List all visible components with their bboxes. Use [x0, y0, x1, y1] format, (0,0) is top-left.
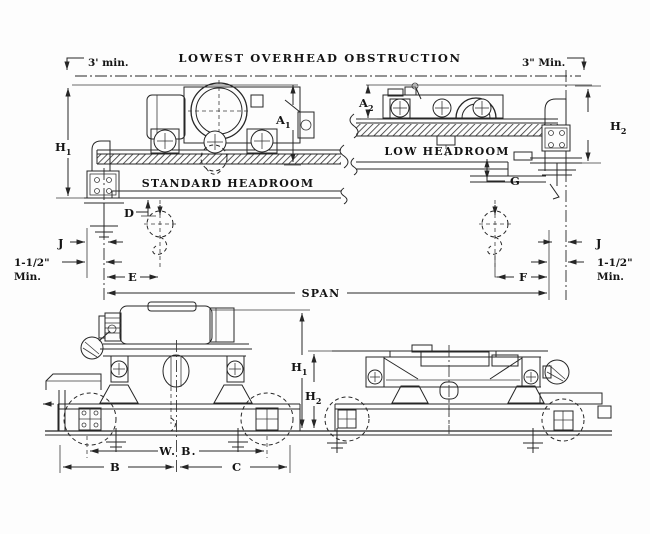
clearance-top-right	[522, 57, 584, 70]
dim-b	[60, 445, 174, 474]
clearance-top-right-label: 3" Min.	[522, 57, 566, 69]
dim-h2-bottom	[305, 351, 332, 428]
bridge-girder-low	[350, 114, 558, 182]
dim-label-h1-bottom: $H_1$	[291, 360, 308, 377]
dim-label-g: G	[510, 174, 520, 188]
dim-label-h2-bottom: $H_2$	[305, 389, 322, 406]
dim-j-right	[538, 236, 601, 250]
dim-label-h1-top: $H_1$	[55, 140, 72, 157]
dim-h2-top	[575, 86, 626, 163]
standard-headroom-label: STANDARD HEADROOM	[141, 177, 315, 190]
span-label: SPAN	[301, 287, 341, 300]
dim-g	[487, 159, 520, 188]
dim-e	[107, 270, 158, 284]
hook-left	[144, 200, 176, 268]
runway-rail	[45, 431, 612, 435]
dim-d	[124, 200, 156, 220]
elevation-low	[325, 345, 611, 453]
dim-a2	[358, 85, 377, 119]
obstruction-title: LOWEST OVERHEAD OBSTRUCTION	[178, 51, 462, 65]
clearance-top-left-label: 3' min.	[88, 57, 129, 69]
dim-label-c: C	[232, 460, 242, 474]
dim-label-j-right: J	[596, 236, 602, 250]
clearance-side-right-line1: 1-1/2"	[597, 257, 633, 269]
obstruction-line	[72, 51, 592, 85]
dim-label-f: F	[519, 270, 528, 284]
low-headroom-label: LOW HEADROOM	[384, 145, 510, 158]
clearance-side-left	[14, 257, 122, 283]
clearance-top-left	[67, 57, 129, 70]
bottom-section	[43, 302, 612, 474]
dim-label-b: B	[110, 460, 120, 474]
dim-label-a1: $A_1$	[276, 113, 291, 130]
dim-span	[107, 287, 547, 300]
dim-a1	[275, 85, 301, 165]
clearance-side-right	[531, 257, 633, 283]
dim-j-left	[57, 236, 123, 250]
dim-f	[495, 255, 547, 284]
wheelbase-label: W. B.	[159, 445, 197, 458]
dim-label-h2-top: $H_2$	[610, 119, 627, 136]
dim-label-j-left: J	[58, 236, 64, 250]
dim-label-a2: $A_2$	[359, 96, 374, 113]
dim-label-d: D	[124, 206, 134, 220]
top-section	[14, 51, 633, 300]
clearance-side-left-line1: 1-1/2"	[14, 257, 50, 269]
dim-h1-top	[55, 88, 92, 198]
dim-label-e: E	[128, 270, 137, 284]
bridge-girder-standard	[97, 145, 348, 204]
clearance-side-left-line2: Min.	[14, 271, 41, 283]
clearance-side-right-line2: Min.	[597, 271, 624, 283]
rail-hanger	[523, 428, 543, 453]
